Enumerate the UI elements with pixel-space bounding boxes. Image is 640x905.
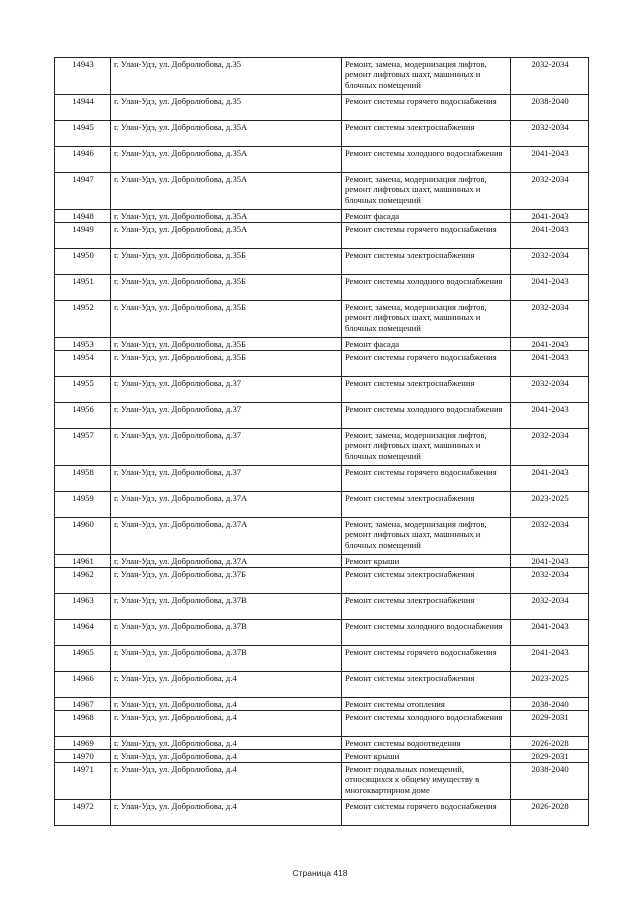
work-type-cell: Ремонт системы холодного водоснабжения: [342, 403, 511, 429]
work-type-cell: Ремонт системы холодного водоснабжения: [342, 275, 511, 301]
work-type-cell: Ремонт системы горячего водоснабжения: [342, 466, 511, 492]
address-cell: г. Улан-Удэ, ул. Добролюбова, д.37В: [111, 594, 342, 620]
row-number-cell: 14972: [55, 800, 111, 826]
work-type-cell: Ремонт системы электроснабжения: [342, 492, 511, 518]
period-cell: 2023-2025: [511, 492, 589, 518]
row-number-cell: 14945: [55, 121, 111, 147]
row-number-cell: 14962: [55, 568, 111, 594]
period-cell: 2038-2040: [511, 698, 589, 711]
table-row: [55, 800, 589, 826]
table-row: [55, 210, 589, 223]
period-cell: 2032-2034: [511, 594, 589, 620]
work-type-cell: Ремонт, замена, модернизация лифтов, ремонт лифтовых шахт, машинных и блочных помещений: [342, 429, 511, 466]
row-number-cell: 14957: [55, 429, 111, 466]
address-cell: г. Улан-Удэ, ул. Добролюбова, д.35А: [111, 147, 342, 173]
work-type-cell: Ремонт фасада: [342, 338, 511, 351]
row-number-cell: 14965: [55, 646, 111, 672]
address-cell: г. Улан-Удэ, ул. Добролюбова, д.4: [111, 800, 342, 826]
table-row: [55, 646, 589, 672]
row-number-cell: 14964: [55, 620, 111, 646]
period-cell: 2038-2040: [511, 763, 589, 800]
work-type-cell: Ремонт системы отопления: [342, 698, 511, 711]
address-cell: г. Улан-Удэ, ул. Добролюбова, д.35Б: [111, 351, 342, 377]
address-cell: г. Улан-Удэ, ул. Добролюбова, д.35А: [111, 223, 342, 249]
work-type-cell: Ремонт системы электроснабжения: [342, 672, 511, 698]
work-type-cell: Ремонт системы горячего водоснабжения: [342, 351, 511, 377]
address-cell: г. Улан-Удэ, ул. Добролюбова, д.4: [111, 763, 342, 800]
row-number-cell: 14967: [55, 698, 111, 711]
table-row: [55, 223, 589, 249]
address-cell: г. Улан-Удэ, ул. Добролюбова, д.4: [111, 711, 342, 737]
period-cell: 2041-2043: [511, 223, 589, 249]
work-type-cell: Ремонт системы электроснабжения: [342, 594, 511, 620]
row-number-cell: 14968: [55, 711, 111, 737]
period-cell: 2023-2025: [511, 672, 589, 698]
address-cell: г. Улан-Удэ, ул. Добролюбова, д.35А: [111, 121, 342, 147]
address-cell: г. Улан-Удэ, ул. Добролюбова, д.37В: [111, 620, 342, 646]
address-cell: г. Улан-Удэ, ул. Добролюбова, д.4: [111, 750, 342, 763]
work-type-cell: Ремонт системы горячего водоснабжения: [342, 95, 511, 121]
work-type-cell: Ремонт системы электроснабжения: [342, 377, 511, 403]
row-number-cell: 14959: [55, 492, 111, 518]
address-cell: г. Улан-Удэ, ул. Добролюбова, д.4: [111, 672, 342, 698]
table-row: [55, 555, 589, 568]
work-type-cell: Ремонт, замена, модернизация лифтов, ремонт лифтовых шахт, машинных и блочных помещений: [342, 173, 511, 210]
table-row: [55, 698, 589, 711]
period-cell: 2032-2034: [511, 173, 589, 210]
address-cell: г. Улан-Удэ, ул. Добролюбова, д.35Б: [111, 275, 342, 301]
work-type-cell: Ремонт системы горячего водоснабжения: [342, 223, 511, 249]
address-cell: г. Улан-Удэ, ул. Добролюбова, д.37А: [111, 518, 342, 555]
row-number-cell: 14969: [55, 737, 111, 750]
row-number-cell: 14956: [55, 403, 111, 429]
table-row: [55, 338, 589, 351]
row-number-cell: 14963: [55, 594, 111, 620]
table-body: [55, 58, 589, 826]
period-cell: 2032-2034: [511, 301, 589, 338]
period-cell: 2026-2028: [511, 800, 589, 826]
row-number-cell: 14951: [55, 275, 111, 301]
period-cell: 2026-2028: [511, 737, 589, 750]
period-cell: 2041-2043: [511, 620, 589, 646]
period-cell: 2041-2043: [511, 147, 589, 173]
period-cell: 2032-2034: [511, 377, 589, 403]
row-number-cell: 14944: [55, 95, 111, 121]
period-cell: 2041-2043: [511, 466, 589, 492]
capital-repair-table: [54, 57, 589, 826]
table-row: [55, 249, 589, 275]
period-cell: 2032-2034: [511, 58, 589, 95]
table-row: [55, 351, 589, 377]
table-row: [55, 711, 589, 737]
period-cell: 2041-2043: [511, 646, 589, 672]
table-row: [55, 301, 589, 338]
address-cell: г. Улан-Удэ, ул. Добролюбова, д.35: [111, 58, 342, 95]
address-cell: г. Улан-Удэ, ул. Добролюбова, д.37: [111, 403, 342, 429]
address-cell: г. Улан-Удэ, ул. Добролюбова, д.35Б: [111, 249, 342, 275]
row-number-cell: 14960: [55, 518, 111, 555]
address-cell: г. Улан-Удэ, ул. Добролюбова, д.37: [111, 429, 342, 466]
work-type-cell: Ремонт, замена, модернизация лифтов, ремонт лифтовых шахт, машинных и блочных помещений: [342, 301, 511, 338]
work-type-cell: Ремонт системы холодного водоснабжения: [342, 620, 511, 646]
work-type-cell: Ремонт системы водоотведения: [342, 737, 511, 750]
row-number-cell: 14943: [55, 58, 111, 95]
work-type-cell: Ремонт системы холодного водоснабжения: [342, 711, 511, 737]
work-type-cell: Ремонт системы электроснабжения: [342, 121, 511, 147]
table-row: [55, 568, 589, 594]
period-cell: 2029-2031: [511, 711, 589, 737]
page-number-label: Страница 418: [292, 868, 348, 878]
row-number-cell: 14971: [55, 763, 111, 800]
address-cell: г. Улан-Удэ, ул. Добролюбова, д.35А: [111, 210, 342, 223]
address-cell: г. Улан-Удэ, ул. Добролюбова, д.35Б: [111, 301, 342, 338]
period-cell: 2041-2043: [511, 555, 589, 568]
address-cell: г. Улан-Удэ, ул. Добролюбова, д.37: [111, 377, 342, 403]
address-cell: г. Улан-Удэ, ул. Добролюбова, д.35: [111, 95, 342, 121]
address-cell: г. Улан-Удэ, ул. Добролюбова, д.37А: [111, 492, 342, 518]
page-footer: [0, 868, 640, 878]
table-row: [55, 429, 589, 466]
table-row: [55, 594, 589, 620]
table-row: [55, 750, 589, 763]
work-type-cell: Ремонт системы горячего водоснабжения: [342, 646, 511, 672]
work-type-cell: Ремонт фасада: [342, 210, 511, 223]
table-row: [55, 672, 589, 698]
row-number-cell: 14953: [55, 338, 111, 351]
row-number-cell: 14949: [55, 223, 111, 249]
row-number-cell: 14952: [55, 301, 111, 338]
table-row: [55, 763, 589, 800]
work-type-cell: Ремонт крыши: [342, 555, 511, 568]
work-type-cell: Ремонт системы горячего водоснабжения: [342, 800, 511, 826]
period-cell: 2041-2043: [511, 338, 589, 351]
table-row: [55, 737, 589, 750]
address-cell: г. Улан-Удэ, ул. Добролюбова, д.37Б: [111, 568, 342, 594]
period-cell: 2029-2031: [511, 750, 589, 763]
work-type-cell: Ремонт подвальных помещений, относящихся к общему имуществу в многоквартирном доме: [342, 763, 511, 800]
period-cell: 2032-2034: [511, 249, 589, 275]
period-cell: 2032-2034: [511, 518, 589, 555]
address-cell: г. Улан-Удэ, ул. Добролюбова, д.35А: [111, 173, 342, 210]
table-row: [55, 620, 589, 646]
table-row: [55, 121, 589, 147]
period-cell: 2032-2034: [511, 121, 589, 147]
table-row: [55, 147, 589, 173]
work-type-cell: Ремонт, замена, модернизация лифтов, ремонт лифтовых шахт, машинных и блочных помещений: [342, 518, 511, 555]
row-number-cell: 14947: [55, 173, 111, 210]
document-table-container: [54, 57, 588, 826]
row-number-cell: 14948: [55, 210, 111, 223]
address-cell: г. Улан-Удэ, ул. Добролюбова, д.4: [111, 698, 342, 711]
address-cell: г. Улан-Удэ, ул. Добролюбова, д.4: [111, 737, 342, 750]
row-number-cell: 14966: [55, 672, 111, 698]
period-cell: 2038-2040: [511, 95, 589, 121]
work-type-cell: Ремонт системы холодного водоснабжения: [342, 147, 511, 173]
row-number-cell: 14970: [55, 750, 111, 763]
row-number-cell: 14961: [55, 555, 111, 568]
address-cell: г. Улан-Удэ, ул. Добролюбова, д.37А: [111, 555, 342, 568]
table-row: [55, 403, 589, 429]
row-number-cell: 14946: [55, 147, 111, 173]
work-type-cell: Ремонт, замена, модернизация лифтов, ремонт лифтовых шахт, машинных и блочных помещений: [342, 58, 511, 95]
table-row: [55, 492, 589, 518]
period-cell: 2032-2034: [511, 568, 589, 594]
table-row: [55, 173, 589, 210]
period-cell: 2041-2043: [511, 351, 589, 377]
table-row: [55, 58, 589, 95]
table-row: [55, 95, 589, 121]
row-number-cell: 14950: [55, 249, 111, 275]
address-cell: г. Улан-Удэ, ул. Добролюбова, д.37В: [111, 646, 342, 672]
period-cell: 2032-2034: [511, 429, 589, 466]
period-cell: 2041-2043: [511, 210, 589, 223]
period-cell: 2041-2043: [511, 275, 589, 301]
table-row: [55, 466, 589, 492]
address-cell: г. Улан-Удэ, ул. Добролюбова, д.35Б: [111, 338, 342, 351]
table-row: [55, 518, 589, 555]
row-number-cell: 14955: [55, 377, 111, 403]
table-row: [55, 275, 589, 301]
period-cell: 2041-2043: [511, 403, 589, 429]
address-cell: г. Улан-Удэ, ул. Добролюбова, д.37: [111, 466, 342, 492]
table-row: [55, 377, 589, 403]
row-number-cell: 14954: [55, 351, 111, 377]
work-type-cell: Ремонт системы электроснабжения: [342, 568, 511, 594]
row-number-cell: 14958: [55, 466, 111, 492]
work-type-cell: Ремонт системы электроснабжения: [342, 249, 511, 275]
work-type-cell: Ремонт крыши: [342, 750, 511, 763]
